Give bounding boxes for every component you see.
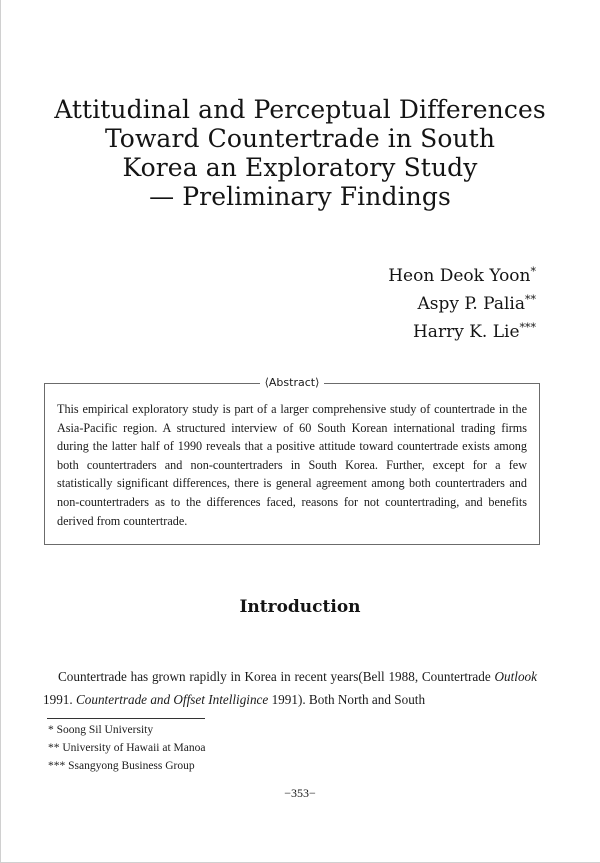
abstract-box — [44, 376, 540, 545]
footnote-1: * Soong Sil University — [48, 724, 154, 736]
footnote-divider — [47, 718, 205, 719]
author-1-mark: * — [530, 265, 536, 278]
title-line-1: Attitudinal and Perceptual Differences — [54, 95, 546, 124]
abstract-label — [45, 375, 539, 391]
intro-text-1: Countertrade has grown rapidly in Korea in recent years(Bell 1988, Countertrade — [58, 669, 495, 684]
intro-ref-intelligence: Countertrade and Offset Intelligince — [75, 692, 269, 707]
title-line-3: Korea an Exploratory Study — [122, 153, 478, 182]
author-2-name: Aspy P. Palia — [417, 294, 525, 314]
intro-text-2: 1991. — [43, 692, 76, 707]
intro-text-3: 1991). Both North and South — [268, 692, 426, 707]
author-2-mark: ** — [525, 293, 536, 306]
footnote-3: *** Ssangyong Business Group — [48, 760, 195, 772]
introduction-heading: Introduction — [239, 597, 361, 617]
paper-title — [30, 95, 570, 211]
author-3-mark: *** — [519, 321, 536, 334]
intro-ref-outlook: Outlook — [494, 669, 537, 684]
introduction-paragraph — [43, 665, 537, 711]
footnotes — [48, 721, 205, 775]
author-3 — [388, 316, 536, 344]
page-number: −353− — [284, 786, 316, 800]
abstract-text: This empirical exploratory study is part of a larger comprehensive study of countertrade in the Asia-Pacific region. A structured interview of 60 South Korean international trading firms during the latter half of 1990 reveals that a positive attitude toward countertrade exists among both countertraders and non-countertraders in South Korea. Further, except for a few statistically significant differences, there is general agreement among both countertraders and non-countertraders as to the differences faced, reasons for not countertrading, and benefits derived from countertrade. — [57, 402, 527, 528]
title-line-2: Toward Countertrade in South — [104, 124, 496, 153]
title-line-4: — Preliminary Findings — [149, 182, 451, 211]
author-3-name: Harry K. Lie — [412, 322, 520, 342]
author-1 — [388, 260, 536, 288]
author-list — [388, 260, 536, 344]
abstract-label-text: ⟨Abstract⟩ — [260, 376, 325, 389]
footnote-2: ** University of Hawaii at Manoa — [48, 742, 206, 754]
author-2 — [388, 288, 536, 316]
author-1-name: Heon Deok Yoon — [388, 266, 531, 286]
